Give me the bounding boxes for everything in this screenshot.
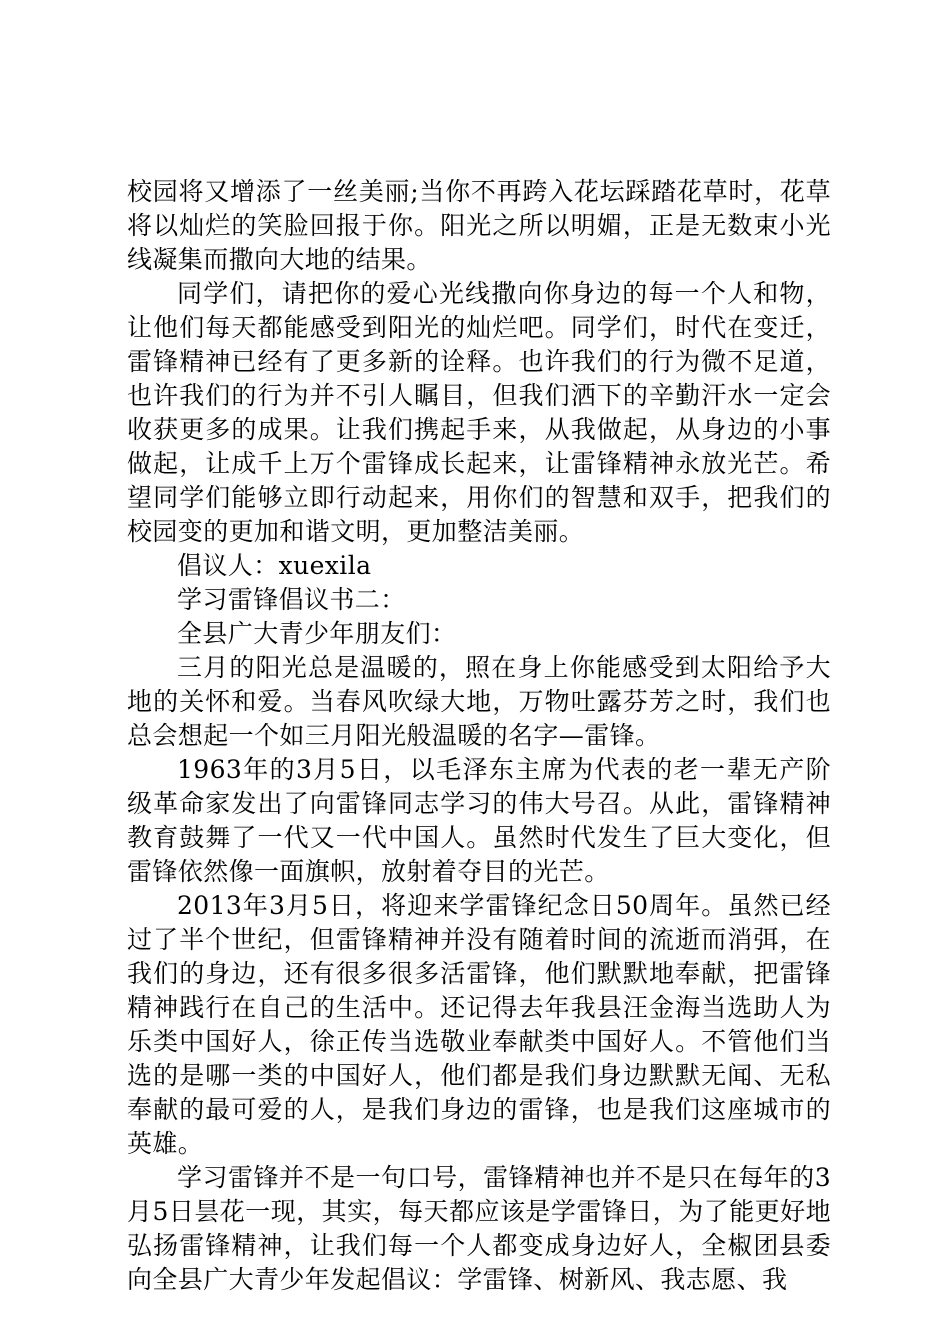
paragraph-1963-history: 1963年的3月5日，以毛泽东主席为代表的老一辈无产阶级革命家发出了向雷锋同志学习的伟大号召。从此，雷锋精神教育鼓舞了一代又一代中国人。虽然时代发生了巨大变化，但雷锋依然像一面旗帜，放射着夺目的光芒。 (127, 755, 831, 886)
document-page (127, 175, 831, 1297)
paragraph-signature: 倡议人：xuexila (177, 551, 372, 580)
paragraph-classmates-appeal: 同学们，请把你的爱心光线撒向你身边的每一个人和物，让他们每天都能感受到阳光的灿烂吧。同学们，时代在变迁，雷锋精神已经有了更多新的诠释。也许我们的行为微不足道，也许我们的行为并不引人瞩目，但我们洒下的辛勤汗水一定会收获更多的成果。让我们携起手来，从我做起，从身边的小事做起，让成千上万个雷锋成长起来，让雷锋精神永放光芒。希望同学们能够立即行动起来，用你们的智慧和双手，把我们的校园变的更加和谐文明，更加整洁美丽。 (127, 279, 831, 546)
paragraph-continuation: 校园将又增添了一丝美丽;当你不再跨入花坛踩踏花草时，花草将以灿烂的笑脸回报于你。阳光之所以明媚，正是无数束小光线凝集而撒向大地的结果。 (127, 177, 831, 274)
paragraph-initiative: 学习雷锋并不是一句口号，雷锋精神也并不是只在每年的3月5日昙花一现，其实，每天都应该是学雷锋日，为了能更好地弘扬雷锋精神，让我们每一个人都变成身边好人，全椒团县委向全县广大青少年发起倡议：学雷锋、树新风、我志愿、我 (127, 1163, 831, 1294)
section-heading: 学习雷锋倡议书二： (177, 585, 406, 614)
paragraph-march-sunshine: 三月的阳光总是温暖的，照在身上你能感受到太阳给予大地的关怀和爱。当春风吹绿大地，万物吐露芬芳之时，我们也总会想起一个如三月阳光般温暖的名字—雷锋。 (127, 653, 831, 750)
paragraph-2013-anniversary: 2013年3月5日，将迎来学雷锋纪念日50周年。虽然已经过了半个世纪，但雷锋精神并没有随着时间的流逝而消弭，在我们的身边，还有很多很多活雷锋，他们默默地奉献，把雷锋精神践行在自己的生活中。还记得去年我县汪金海当选助人为乐类中国好人，徐正传当选敬业奉献类中国好人。不管他们当选的是哪一类的中国好人，他们都是我们身边默默无闻、无私奉献的最可爱的人，是我们身边的雷锋，也是我们这座城市的英雄。 (127, 891, 831, 1158)
salutation: 全县广大青少年朋友们： (177, 619, 457, 648)
